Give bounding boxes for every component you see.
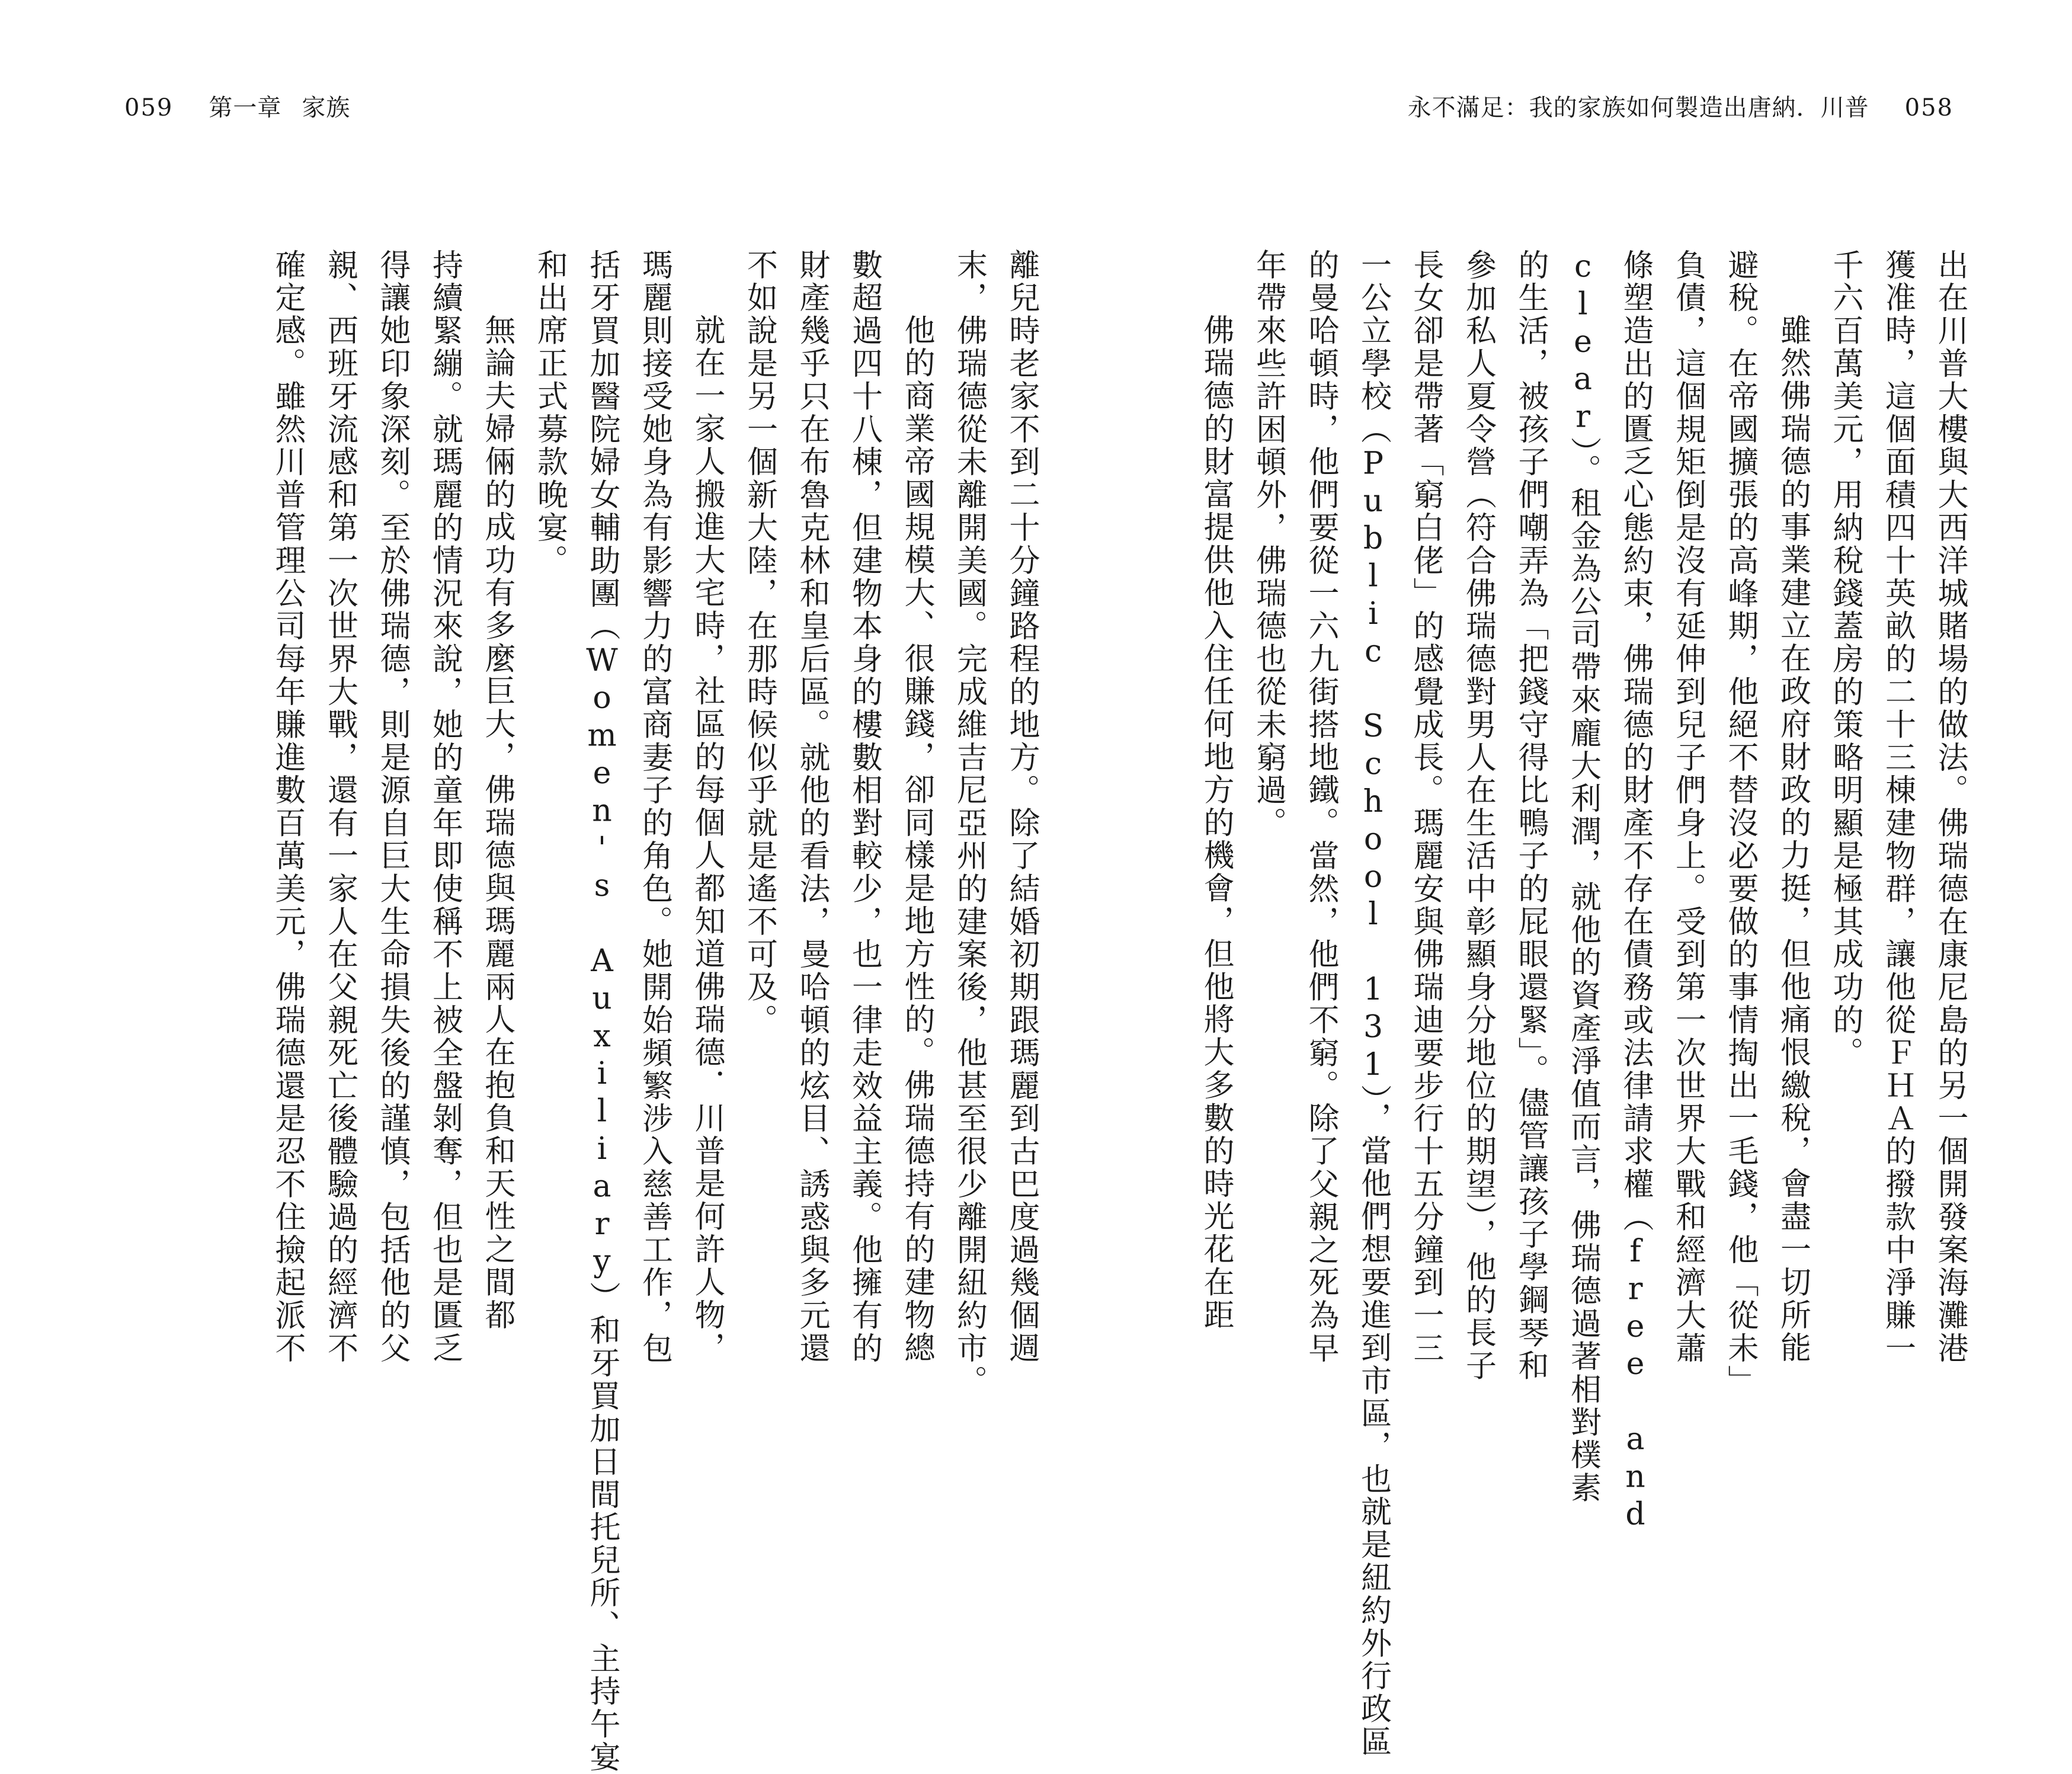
text-column: 的生活，被孩子們嘲弄為「把錢守得比鴨子的屁眼還緊」。儘管讓孩子學鋼琴和 xyxy=(1513,249,1548,1382)
text-column: 出在川普大樓與大西洋城賭場的做法。佛瑞德在康尼島的另一個開發案海灘港 xyxy=(1932,249,1968,1365)
text-column: 就在一家人搬進大宅時，社區的每個人都知道佛瑞德．川普是何許人物， xyxy=(689,314,725,1365)
left-page-number: 059 xyxy=(124,94,174,121)
text-column: 財產幾乎只在布魯克林和皇后區。就他的看法，曼哈頓的炫目、誘惑與多元還 xyxy=(794,249,830,1365)
text-column: 條塑造出的匱乏心態約束，佛瑞德的財產不存在債務或法律請求權（free and xyxy=(1618,249,1653,1535)
text-column: 和出席正式募款晚宴。 xyxy=(531,249,568,577)
right-running-header xyxy=(1408,89,1953,123)
text-column: 得讓她印象深刻。至於佛瑞德，則是源自巨大生命損失後的謹慎，包括他的父 xyxy=(374,249,410,1365)
text-column: 持續緊繃。就瑪麗的情況來說，她的童年即使稱不上被全盤剝奪，但也是匱乏 xyxy=(427,249,463,1365)
text-column: 的曼哈頓時，他們要從一六九街搭地鐵。當然，他們不窮。除了父親之死為早 xyxy=(1303,249,1338,1365)
text-column: clear）。租金為公司帶來龐大利潤，就他的資產淨值而言，佛瑞德過著相對樸素 xyxy=(1565,249,1601,1505)
text-column: 千六百萬美元，用納稅錢蓋房的策略明顯是極其成功的。 xyxy=(1827,249,1863,1069)
book-title: 永不滿足：我的家族如何製造出唐納．川普 xyxy=(1407,94,1869,121)
left-page-body xyxy=(113,249,1039,1774)
text-column: 離兒時老家不到二十分鐘路程的地方。除了結婚初期跟瑪麗到古巴度過幾個週 xyxy=(1004,249,1039,1365)
right-page-number: 058 xyxy=(1904,94,1953,121)
text-column: 瑪麗則接受她身為有影響力的富商妻子的角色。她開始頻繁涉入慈善工作，包 xyxy=(636,249,672,1365)
text-column: 一公立學校（Public School 131），當他們想要進到市區，也就是紐約外行政區 xyxy=(1355,249,1391,1759)
text-column: 數超過四十八棟，但建物本身的樓數相對較少，也一律走效益主義。他擁有的 xyxy=(846,249,882,1365)
text-column: 不如說是另一個新大陸，在那時候似乎就是遙不可及。 xyxy=(741,249,777,1037)
left-running-header xyxy=(124,89,350,123)
text-column: 長女卻是帶著「窮白佬」的感覺成長。瑪麗安與佛瑞迪要步行十五分鐘到一三 xyxy=(1408,249,1443,1365)
text-column: 獲准時，這個面積四十英畝的二十三棟建物群，讓他從ＦＨＡ的撥款中淨賺一 xyxy=(1879,249,1916,1365)
left-chapter-title: 家族 xyxy=(302,94,351,121)
text-column: 他的商業帝國規模大、很賺錢，卻同樣是地方性的。佛瑞德持有的建物總 xyxy=(899,314,934,1365)
text-column: 確定感。雖然川普管理公司每年賺進數百萬美元，佛瑞德還是忍不住撿起派不 xyxy=(270,249,305,1365)
text-column: 年帶來些許困頓外，佛瑞德也從未窮過。 xyxy=(1250,249,1286,840)
text-column: 負債，這個規矩倒是沒有延伸到兒子們身上。受到第一次世界大戰和經濟大蕭 xyxy=(1670,249,1706,1365)
text-column: 避稅。在帝國擴張的高峰期，他絕不替沒必要做的事情掏出一毛錢，他「從未」 xyxy=(1722,249,1758,1398)
text-column: 末，佛瑞德從未離開美國。完成維吉尼亞州的建案後，他甚至很少離開紐約市。 xyxy=(951,249,987,1398)
right-page-body xyxy=(1041,249,1968,1759)
text-column: 雖然佛瑞德的事業建立在政府財政的力挺，但他痛恨繳稅，會盡一切所能 xyxy=(1775,314,1811,1365)
left-chapter-label: 第一章 xyxy=(209,94,282,121)
text-column: 參加私人夏令營（符合佛瑞德對男人在生活中彰顯身分地位的期望），他的長子 xyxy=(1460,249,1496,1382)
text-column: 括牙買加醫院婦女輔助團（Women's Auxiliary）和牙買加日間托兒所、主持午宴 xyxy=(584,249,620,1774)
text-column: 佛瑞德的財富提供他入住任何地方的機會，但他將大多數的時光花在距 xyxy=(1198,314,1234,1332)
text-column: 無論夫婦倆的成功有多麼巨大，佛瑞德與瑪麗兩人在抱負和天性之間都 xyxy=(479,314,515,1332)
text-column: 親、西班牙流感和第一次世界大戰，還有一家人在父親死亡後體驗過的經濟不 xyxy=(322,249,358,1365)
